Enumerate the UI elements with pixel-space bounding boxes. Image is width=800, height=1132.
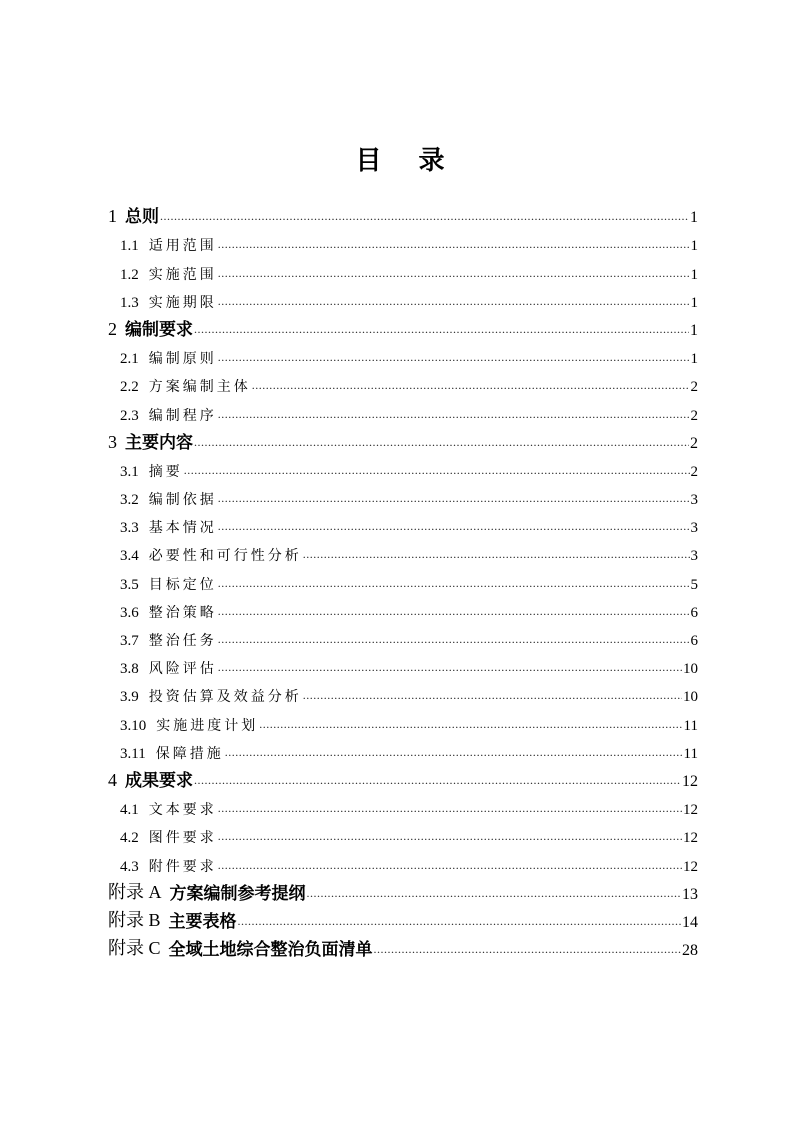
toc-entry-label: 风险评估: [148, 661, 217, 678]
toc-entry-page: 3: [690, 548, 698, 565]
toc-entry-label: 整治策略: [148, 604, 217, 621]
toc-entry[interactable]: [108, 904, 698, 932]
toc-entry-number: 1.3: [120, 294, 139, 311]
toc-entry-label: 方案编制参考提纲: [169, 883, 306, 904]
table-of-contents: [108, 199, 698, 960]
toc-entry-label: 编制依据: [148, 492, 217, 509]
dot-leader: [218, 829, 682, 844]
toc-entry-label: 投资估算及效益分析: [148, 689, 302, 706]
toc-entry[interactable]: [108, 706, 698, 734]
toc-entry[interactable]: [108, 481, 698, 509]
toc-entry[interactable]: [108, 819, 698, 847]
toc-entry-label: 实施期限: [148, 294, 217, 311]
toc-entry-page: 12: [683, 830, 698, 847]
toc-entry-page: 1: [690, 238, 698, 255]
toc-entry-number: 4.3: [120, 858, 139, 875]
toc-entry[interactable]: [108, 537, 698, 565]
toc-entry-label: 摘要: [148, 463, 183, 480]
toc-entry-page: 1: [690, 294, 698, 311]
toc-entry[interactable]: [108, 312, 698, 340]
page-title: 目 录: [355, 146, 459, 176]
toc-entry-label: 基本情况: [148, 520, 217, 537]
toc-entry[interactable]: [108, 565, 698, 593]
toc-entry-page: 3: [690, 492, 698, 509]
toc-entry-number: 3.5: [120, 576, 139, 593]
toc-entry[interactable]: [108, 735, 698, 763]
toc-entry-label: 编制要求: [125, 319, 193, 340]
toc-entry-page: 2: [690, 463, 698, 480]
toc-entry-number: 3.4: [120, 548, 139, 565]
toc-entry-page: 3: [690, 520, 698, 537]
toc-entry-page: 1: [690, 209, 698, 227]
toc-entry-label: 总则: [125, 207, 159, 228]
dot-leader: [238, 914, 681, 929]
toc-entry-number: 1: [108, 206, 117, 227]
dot-leader: [194, 435, 689, 450]
dot-leader: [218, 519, 690, 534]
dot-leader: [218, 407, 690, 422]
dot-leader: [303, 688, 682, 703]
toc-entry[interactable]: [108, 284, 698, 312]
toc-entry-number: 2.1: [120, 351, 139, 368]
toc-entry[interactable]: [108, 594, 698, 622]
dot-leader: [303, 547, 690, 562]
toc-entry-label: 主要内容: [125, 432, 193, 453]
toc-entry-number: 附录 A: [108, 881, 162, 902]
toc-entry-page: 12: [683, 802, 698, 819]
toc-entry-number: 3.3: [120, 520, 139, 537]
toc-entry-number: 1.2: [120, 266, 139, 283]
toc-entry-page: 11: [683, 717, 698, 734]
toc-entry-page: 10: [683, 661, 698, 678]
toc-entry-number: 2.3: [120, 407, 139, 424]
toc-entry-label: 图件要求: [148, 830, 217, 847]
dot-leader: [218, 858, 682, 873]
toc-entry[interactable]: [108, 199, 698, 227]
toc-entry-page: 1: [690, 351, 698, 368]
toc-entry[interactable]: [108, 396, 698, 424]
dot-leader: [218, 294, 690, 309]
toc-entry-page: 5: [690, 576, 698, 593]
toc-entry-number: 3: [108, 431, 117, 452]
toc-entry-number: 3.9: [120, 689, 139, 706]
dot-leader: [374, 942, 681, 957]
toc-entry-label: 文本要求: [148, 802, 217, 819]
toc-entry-number: 2.2: [120, 379, 139, 396]
toc-entry-page: 11: [683, 745, 698, 762]
toc-entry-page: 12: [683, 858, 698, 875]
dot-leader: [218, 266, 690, 281]
toc-entry-number: 4.2: [120, 830, 139, 847]
toc-entry-number: 3.1: [120, 463, 139, 480]
toc-entry-page: 28: [682, 942, 698, 960]
toc-entry[interactable]: [108, 791, 698, 819]
toc-entry-page: 2: [690, 379, 698, 396]
dot-leader: [307, 886, 682, 901]
toc-entry-number: 3.2: [120, 492, 139, 509]
dot-leader: [259, 717, 682, 732]
toc-entry[interactable]: [108, 847, 698, 875]
toc-entry[interactable]: [108, 932, 698, 960]
toc-entry-label: 主要表格: [168, 911, 237, 932]
toc-entry[interactable]: [108, 255, 698, 283]
toc-entry[interactable]: [108, 425, 698, 453]
toc-entry[interactable]: [108, 453, 698, 481]
toc-entry-number: 3.11: [120, 745, 146, 762]
toc-entry[interactable]: [108, 622, 698, 650]
toc-entry-label: 整治任务: [148, 633, 217, 649]
toc-entry-label: 编制程序: [148, 407, 217, 424]
toc-entry-label: 实施进度计划: [156, 717, 259, 734]
toc-entry-page: 10: [683, 689, 698, 706]
dot-leader: [218, 576, 690, 591]
toc-entry-label: 方案编制主体: [148, 379, 251, 396]
dot-leader: [218, 491, 690, 506]
toc-entry[interactable]: [108, 650, 698, 678]
toc-entry-number: 4.1: [120, 802, 139, 819]
toc-entry-page: 13: [682, 885, 698, 903]
dot-leader: [160, 209, 689, 224]
toc-entry-number: 2: [108, 318, 117, 339]
toc-entry-label: 实施范围: [148, 266, 217, 283]
dot-leader: [225, 745, 683, 760]
toc-entry-number: 3.10: [120, 717, 147, 734]
toc-entry-number: 3.6: [120, 604, 139, 621]
toc-entry-number: 3.7: [120, 633, 139, 649]
toc-entry-number: 附录 C: [108, 938, 161, 959]
toc-entry-number: 附录 B: [108, 909, 161, 930]
toc-entry-label: 目标定位: [148, 576, 217, 593]
toc-entry-number: 1.1: [120, 238, 139, 255]
toc-entry-label: 全域土地综合整治负面清单: [168, 940, 373, 961]
toc-entry[interactable]: [108, 227, 698, 255]
toc-entry-page: 6: [690, 633, 698, 649]
dot-leader: [218, 604, 690, 619]
toc-entry-page: 1: [690, 321, 698, 339]
toc-entry-label: 保障措施: [155, 745, 224, 762]
toc-entry-label: 成果要求: [125, 770, 193, 791]
dot-leader: [218, 632, 690, 647]
toc-entry-page: 6: [690, 604, 698, 621]
toc-entry-label: 必要性和可行性分析: [148, 548, 302, 565]
toc-entry-page: 14: [682, 913, 698, 931]
dot-leader: [218, 801, 682, 816]
toc-entry-label: 附件要求: [148, 858, 217, 875]
toc-entry-page: 2: [690, 434, 698, 452]
toc-entry[interactable]: [108, 368, 698, 396]
toc-entry-label: 适用范围: [148, 238, 217, 255]
toc-entry-page: 2: [690, 407, 698, 424]
toc-entry[interactable]: [108, 678, 698, 706]
toc-entry-page: 1: [690, 266, 698, 283]
toc-entry-number: 4: [108, 769, 117, 790]
dot-leader: [194, 322, 689, 337]
toc-entry[interactable]: [108, 509, 698, 537]
dot-leader: [218, 237, 690, 252]
dot-leader: [218, 350, 690, 365]
dot-leader: [252, 378, 690, 393]
toc-entry-label: 编制原则: [148, 351, 217, 368]
toc-entry[interactable]: [108, 876, 698, 904]
toc-entry[interactable]: [108, 763, 698, 791]
toc-entry-page: 12: [682, 772, 698, 790]
toc-entry-number: 3.8: [120, 661, 139, 678]
dot-leader: [194, 773, 681, 788]
dot-leader: [184, 463, 690, 478]
toc-entry[interactable]: [108, 340, 698, 368]
dot-leader: [218, 660, 682, 675]
